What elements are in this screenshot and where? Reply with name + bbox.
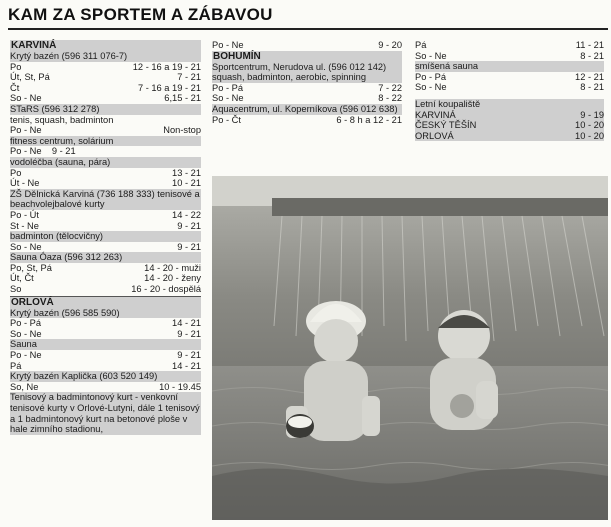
venue-desc: vodoléčba (sauna, pára) bbox=[10, 157, 201, 168]
schedule-row: So 16 - 20 - dospělá bbox=[10, 284, 201, 295]
schedule-row: So - Ne 9 - 21 bbox=[10, 241, 201, 252]
section-heading-karvina: KARVINÁ bbox=[10, 40, 201, 51]
schedule-row: Po - Ne 9 - 20 bbox=[212, 40, 402, 50]
title-rule bbox=[8, 28, 608, 30]
schedule-row: ČESKÝ TĚŠÍN 10 - 20 bbox=[415, 120, 604, 131]
footer-paragraph: Tenisový a badmintonový kurt - venkovní tenisové kurty v Orlové-Lutyni, dále 1 tenisový a 1 badmintonový kurt na betonové ploše v hale zimního stadionu, bbox=[10, 392, 200, 435]
pool-photo bbox=[212, 176, 608, 520]
schedule-row: So - Ne 8 - 22 bbox=[212, 93, 402, 104]
column-bohumin bbox=[212, 40, 402, 125]
schedule-row: Po - Pá 14 - 21 bbox=[10, 318, 201, 329]
schedule-row: KARVINÁ 9 - 19 bbox=[415, 109, 604, 120]
schedule-row: Po - Čt 6 - 8 h a 12 - 21 bbox=[212, 114, 402, 125]
schedule-row: Út, St, Pá 7 - 21 bbox=[10, 72, 201, 83]
venue-title: STaRS (596 312 278) bbox=[10, 104, 201, 115]
venue-title: Krytý bazén Kaplička (603 520 149) bbox=[10, 371, 201, 382]
venue-desc: smíšená sauna bbox=[415, 61, 604, 72]
schedule-row: ORLOVÁ 10 - 20 bbox=[415, 130, 604, 141]
column-karvina-orlova bbox=[10, 40, 201, 435]
schedule-row: Po - Ne Non-stop bbox=[10, 125, 201, 136]
venue-desc: squash, badminton, aerobic, spinning bbox=[212, 72, 402, 83]
page-title: KAM ZA SPORTEM A ZÁBAVOU bbox=[8, 5, 273, 24]
venue-title: Sportcentrum, Nerudova ul. (596 012 142) bbox=[212, 62, 402, 73]
schedule-row: Po, St, Pá 14 - 20 - muži bbox=[10, 262, 201, 273]
schedule-row: So, Ne 10 - 19.45 bbox=[10, 381, 201, 392]
venue-desc: badminton (tělocvičny) bbox=[10, 231, 201, 242]
venue-title: ZŠ Dělnická Karviná (736 188 333) tenisové a beachvolejbalové kurty bbox=[10, 188, 200, 210]
venue-title: Sauna bbox=[10, 339, 201, 350]
schedule-row: Po - Pá 7 - 22 bbox=[212, 82, 402, 93]
schedule-row: Po - Ne 9 - 21 bbox=[10, 350, 201, 361]
pool-photo-illustration bbox=[212, 176, 608, 520]
venue-title: Krytý bazén (596 585 590) bbox=[10, 308, 201, 319]
schedule-row: So - Ne 6,15 - 21 bbox=[10, 93, 201, 104]
schedule-row: Pá 11 - 21 bbox=[415, 40, 604, 50]
schedule-row: Po - Ne 9 - 21 bbox=[10, 146, 76, 157]
section-heading-bohumin: BOHUMÍN bbox=[212, 51, 402, 62]
schedule-row: Po 13 - 21 bbox=[10, 167, 201, 178]
section-heading-letni: Letní koupaliště bbox=[415, 99, 604, 110]
schedule-row: So - Ne 8 - 21 bbox=[415, 82, 604, 93]
schedule-row: Po - Út 14 - 22 bbox=[10, 209, 201, 220]
schedule-row: Po 12 - 16 a 19 - 21 bbox=[10, 61, 201, 72]
schedule-row: Pá 14 - 21 bbox=[10, 360, 201, 371]
schedule-row: St - Ne 9 - 21 bbox=[10, 220, 201, 231]
schedule-row: So - Ne 9 - 21 bbox=[10, 328, 201, 339]
column-misc bbox=[415, 40, 604, 141]
venue-desc: fitness centrum, solárium bbox=[10, 136, 201, 147]
child-laughing bbox=[430, 310, 498, 430]
section-heading-orlova: ORLOVÁ bbox=[10, 296, 201, 308]
schedule-row: Út, Čt 14 - 20 - ženy bbox=[10, 273, 201, 284]
venue-title: Sauna Óaza (596 312 263) bbox=[10, 252, 201, 263]
schedule-row: Út - Ne 10 - 21 bbox=[10, 178, 201, 189]
venue-title: Aquacentrum, ul. Koperníkova (596 012 638) bbox=[212, 104, 402, 115]
venue-title: Krytý bazén (596 311 076-7) bbox=[10, 51, 201, 62]
schedule-row: Čt 7 - 16 a 19 - 21 bbox=[10, 82, 201, 93]
schedule-row: So - Ne 8 - 21 bbox=[415, 50, 604, 61]
schedule-row: Po - Pá 12 - 21 bbox=[415, 71, 604, 82]
venue-desc: tenis, squash, badminton bbox=[10, 114, 114, 125]
